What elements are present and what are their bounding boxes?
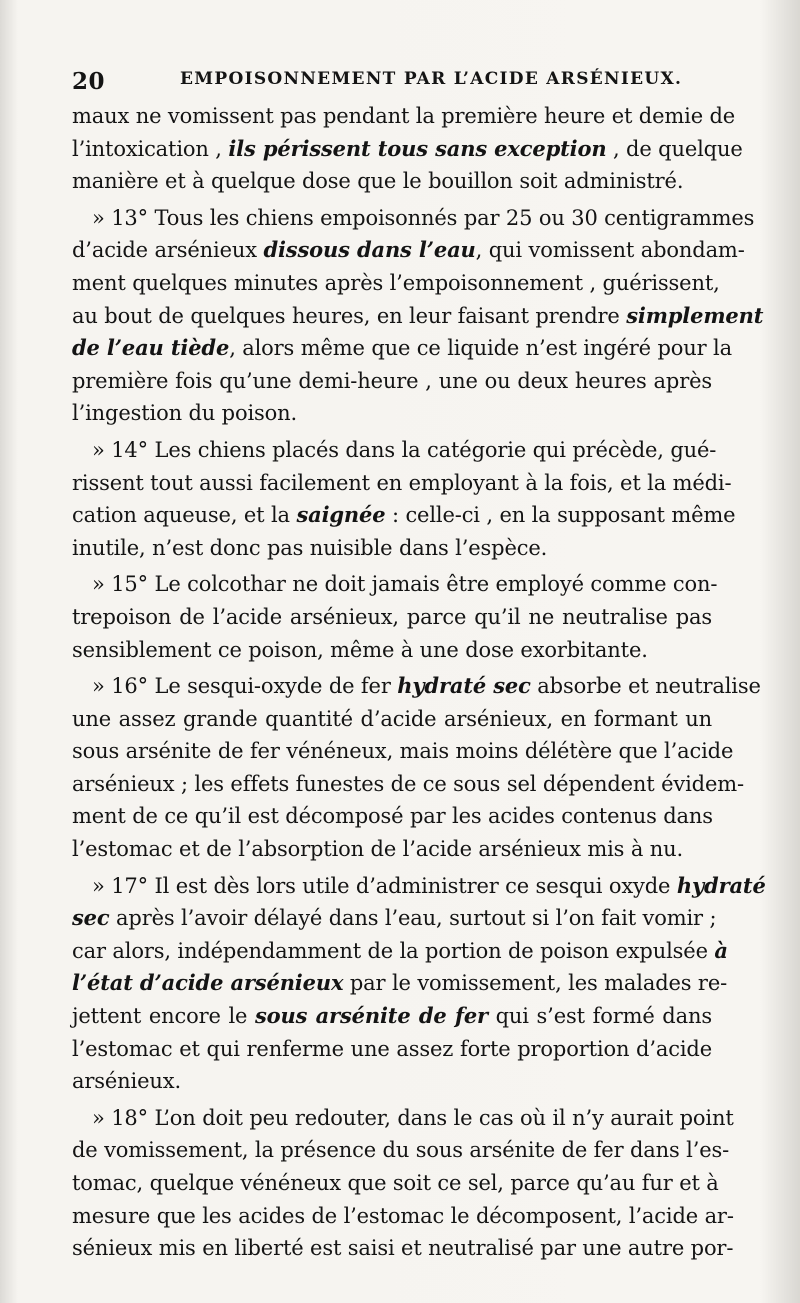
emphasized-text: ils périssent tous sans exception <box>228 135 607 161</box>
text-run: après l’avoir délayé dans l’eau, surtout si l’on fait vomir ; <box>109 906 717 931</box>
text-run: l’intoxication , <box>72 136 229 161</box>
emphasized-text: sous arsénite de fer <box>254 1003 488 1029</box>
page-number: 20 <box>72 68 106 95</box>
text-line <box>72 800 712 833</box>
text-run: , alors même que ce liquide n’est ingéré pour la <box>229 336 732 361</box>
emphasized-text: saignée <box>296 502 386 528</box>
paragraph-start-line <box>72 870 766 903</box>
text-run: , qui vomissent abondam- <box>475 238 745 263</box>
text-line <box>72 332 732 365</box>
emphasized-text: l’état d’acide arsénieux <box>72 970 344 996</box>
emphasized-text: à <box>714 937 728 963</box>
text-line <box>72 300 764 333</box>
text-run: , de quelque <box>606 136 743 161</box>
text-run: sénieux mis en liberté est saisi et neutralisé par une autre por- <box>72 1236 734 1261</box>
text-line <box>72 768 744 801</box>
text-run: rissent tout aussi facilement en employant à la fois, et la médi- <box>72 470 732 495</box>
text-run: absorbe et neutralise <box>530 674 761 699</box>
text-run: mesure que les acides de l’estomac le décomposent, l’acide ar- <box>72 1203 734 1228</box>
text-run: sensiblement ce poison, même à une dose exorbitante. <box>72 637 648 662</box>
text-run: ment quelques minutes après l’empoisonnement , guérissent, <box>72 270 720 295</box>
paragraph-start-line <box>72 202 755 235</box>
emphasized-text: hydraté <box>676 872 766 898</box>
text-run: jettent encore le <box>72 1004 255 1029</box>
text-run: » 14° Les chiens placés dans la catégorie qui précède, gué- <box>92 437 717 462</box>
text-line <box>72 735 734 768</box>
text-line <box>72 902 717 935</box>
text-run: car alors, indépendamment de la portion de poison expulsée <box>72 938 715 963</box>
text-run: tomac, quelque vénéneux que soit ce sel, parce qu’au fur et à <box>72 1171 719 1195</box>
text-run: qui s’est formé dans <box>487 1004 712 1029</box>
emphasized-text: de l’eau tiède <box>72 335 230 361</box>
paragraph-start-line <box>72 670 761 703</box>
running-title: EMPOISONNEMENT PAR L’ACIDE ARSÉNIEUX. <box>180 69 683 89</box>
paragraph-start-line <box>72 1102 734 1135</box>
paragraph-start-line <box>72 434 717 467</box>
text-run: » 13° Tous les chiens empoisonnés par 25 ou 30 centigrammes <box>92 205 755 230</box>
text-line <box>72 397 712 430</box>
text-line <box>72 267 720 300</box>
text-run: inutile, n’est donc pas nuisible dans l’espèce. <box>72 535 548 560</box>
text-line <box>72 703 712 736</box>
text-line <box>72 1232 734 1265</box>
text-run: arsénieux ; les effets funestes de ce sous sel dépendent évidem- <box>72 771 744 796</box>
text-line <box>72 234 745 267</box>
text-run: sous arsénite de fer vénéneux, mais moins délétère que l’acide <box>72 739 734 764</box>
text-line <box>72 365 712 398</box>
text-line <box>72 967 728 1000</box>
text-run: l’estomac et de l’absorption de l’acide arsénieux mis à nu. <box>72 837 683 862</box>
text-run: trepoison de l’acide arsénieux, parce qu’il ne neutralise pas <box>72 604 712 629</box>
text-line <box>72 634 712 667</box>
emphasized-text: hydraté sec <box>397 673 531 699</box>
text-run: » 15° Le colcothar ne doit jamais être employé comme con- <box>92 572 718 597</box>
text-run: l’ingestion du poison. <box>72 401 298 426</box>
body-text <box>72 100 766 1265</box>
text-run: l’estomac et qui renferme une assez forte proportion d’acide <box>72 1036 712 1061</box>
text-run: de vomissement, la présence du sous arsénite de fer dans l’es- <box>72 1138 730 1163</box>
text-line <box>72 833 712 866</box>
text-run: cation aqueuse, et la <box>72 503 297 528</box>
text-run: par le vomissement, les malades re- <box>343 971 728 996</box>
text-run: : celle-ci , en la supposant même <box>385 503 736 528</box>
emphasized-text: simplement <box>626 302 764 328</box>
text-line <box>72 1000 712 1033</box>
text-run: manière et à quelque dose que le bouillon soit administré. <box>72 169 684 194</box>
text-run: » 18° L’on doit peu redouter, dans le cas où il n’y aurait point <box>92 1105 734 1130</box>
text-line <box>72 467 732 500</box>
text-line <box>72 165 712 198</box>
text-line <box>72 601 712 634</box>
text-run: d’acide arsénieux <box>72 238 264 263</box>
text-line <box>72 100 736 133</box>
text-line <box>72 1033 712 1066</box>
text-line <box>72 1167 719 1200</box>
text-run: » 17° Il est dès lors utile d’administrer ce sesqui oxyde <box>92 873 677 898</box>
text-line <box>72 532 712 565</box>
emphasized-text: dissous dans l’eau <box>263 237 476 263</box>
text-line <box>72 1200 734 1233</box>
paragraph-start-line <box>72 568 718 601</box>
text-line <box>72 1134 730 1167</box>
text-run: une assez grande quantité d’acide arsénieux, en formant un <box>72 706 712 731</box>
text-line <box>72 1065 712 1098</box>
emphasized-text: sec <box>72 905 110 931</box>
text-run: première fois qu’une demi-heure , une ou deux heures après <box>72 368 712 393</box>
text-run: arsénieux. <box>72 1069 181 1094</box>
text-run: ment de ce qu’il est décomposé par les acides contenus dans <box>72 804 713 829</box>
text-run: » 16° Le sesqui-oxyde de fer <box>92 674 398 699</box>
text-line <box>72 133 743 166</box>
text-line <box>72 935 728 968</box>
page-header <box>72 64 712 100</box>
text-run: maux ne vomissent pas pendant la première heure et demie de <box>72 104 736 128</box>
text-run: au bout de quelques heures, en leur faisant prendre <box>72 303 627 328</box>
text-line <box>72 499 736 532</box>
